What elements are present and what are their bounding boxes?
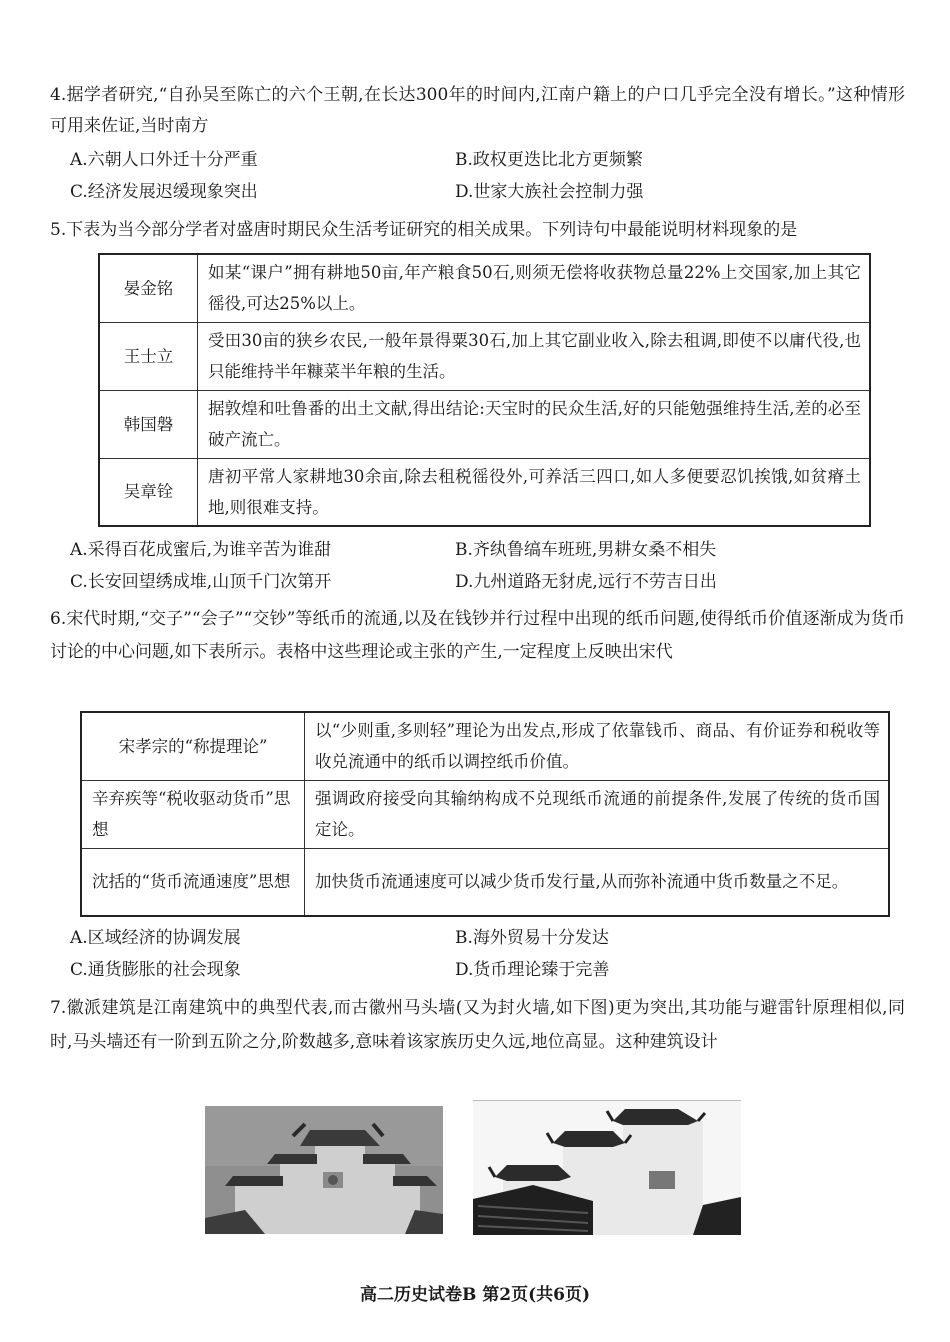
option-a[interactable]: A.六朝人口外迁十分严重 [70, 150, 258, 170]
question-6-options [50, 922, 905, 986]
question-6 [50, 603, 905, 669]
theory-name: 沈括的“货币流通速度”思想 [81, 848, 305, 916]
scholar-finding: 受田30亩的狭乡农民,一般年景得粟30石,加上其它副业收入,除去租调,即使不以庸代役,也只能维持半年糠菜半年粮的生活。 [198, 322, 871, 390]
option-c[interactable]: C.通货膨胀的社会现象 [70, 960, 241, 980]
question-4-stem: 4.据学者研究,“自孙吴至陈亡的六个王朝,在长达300年的时间内,江南户籍上的户口几乎完全没有增长。”这种情形可用来佐证,当时南方 [50, 85, 905, 136]
horse-head-wall-image-1 [205, 1106, 443, 1234]
question-5-options [50, 534, 905, 598]
scholar-name: 吴章铨 [99, 458, 198, 526]
question-6-table [80, 711, 890, 917]
option-a[interactable]: A.采得百花成蜜后,为谁辛苦为谁甜 [70, 540, 332, 560]
theory-name: 辛弃疾等“税收驱动货币”思想 [81, 780, 305, 848]
option-a[interactable]: A.区域经济的协调发展 [70, 928, 241, 948]
table-row [81, 712, 889, 780]
table-row [99, 322, 870, 390]
page-footer: 高二历史试卷B 第2页(共6页) [359, 1285, 591, 1305]
theory-name: 宋孝宗的“称提理论” [81, 712, 305, 780]
scholar-name: 王士立 [99, 322, 198, 390]
question-5-table [98, 253, 871, 527]
horse-head-wall-photo-2 [473, 1100, 741, 1235]
option-d[interactable]: D.世家大族社会控制力强 [455, 182, 644, 202]
table-row [99, 254, 870, 322]
question-4-options [50, 144, 905, 208]
table-row [99, 390, 870, 458]
horse-head-wall-photo-1 [205, 1106, 443, 1234]
question-5 [50, 215, 905, 246]
table-row [99, 458, 870, 526]
option-c[interactable]: C.长安回望绣成堆,山顶千门次第开 [70, 572, 332, 592]
option-d[interactable]: D.九州道路无豺虎,远行不劳吉日出 [455, 572, 717, 592]
question-5-options-wrap [50, 534, 905, 598]
scholar-name: 韩国磐 [99, 390, 198, 458]
question-6-stem: 6.宋代时期,“交子”“会子”“交钞”等纸币的流通,以及在钱钞并行过程中出现的纸币问题,使得纸币价值逐渐成为货币讨论的中心问题,如下表所示。表格中这些理论或主张的产生,一定程度上反映出宋代 [50, 609, 905, 662]
question-4 [50, 80, 905, 208]
question-5-stem: 5.下表为当今部分学者对盛唐时期民众生活考证研究的相关成果。下列诗句中最能说明材料现象的是 [50, 220, 798, 240]
theory-content: 加快货币流通速度可以减少货币发行量,从而弥补流通中货币数量之不足。 [305, 848, 890, 916]
horse-head-wall-image-2 [473, 1101, 741, 1235]
scholar-finding: 如某“课户”拥有耕地50亩,年产粮食50石,则须无偿将收获物总量22%上交国家,加上其它徭役,可达25%以上。 [198, 254, 871, 322]
option-c[interactable]: C.经济发展迟缓现象突出 [70, 182, 258, 202]
option-b[interactable]: B.海外贸易十分发达 [455, 928, 609, 948]
question-7 [50, 991, 905, 1059]
option-d[interactable]: D.货币理论臻于完善 [455, 960, 610, 980]
table-row [81, 780, 889, 848]
option-b[interactable]: B.政权更迭比北方更频繁 [455, 150, 643, 170]
question-7-stem: 7.徽派建筑是江南建筑中的典型代表,而古徽州马头墙(又为封火墙,如下图)更为突出,其功能与避雷针原理相似,同时,马头墙还有一阶到五阶之分,阶数越多,意味着该家族历史久远,地位高显。这种建筑设计 [50, 998, 905, 1052]
scholar-finding: 据敦煌和吐鲁番的出土文献,得出结论:天宝时的民众生活,好的只能勉强维持生活,差的必至破产流亡。 [198, 390, 871, 458]
scholar-finding: 唐初平常人家耕地30余亩,除去租税徭役外,可养活三四口,如人多便要忍饥挨饿,如贫瘠土地,则很难支持。 [198, 458, 871, 526]
theory-content: 强调政府接受向其输纳构成不兑现纸币流通的前提条件,发展了传统的货币国定论。 [305, 780, 890, 848]
table-row [81, 848, 889, 916]
option-b[interactable]: B.齐纨鲁缟车班班,男耕女桑不相失 [455, 540, 717, 560]
theory-content: 以“少则重,多则轻”理论为出发点,形成了依靠钱币、商品、有价证券和税收等收兑流通中的纸币以调控纸币价值。 [305, 712, 890, 780]
scholar-name: 晏金铭 [99, 254, 198, 322]
question-6-options-wrap [50, 922, 905, 986]
